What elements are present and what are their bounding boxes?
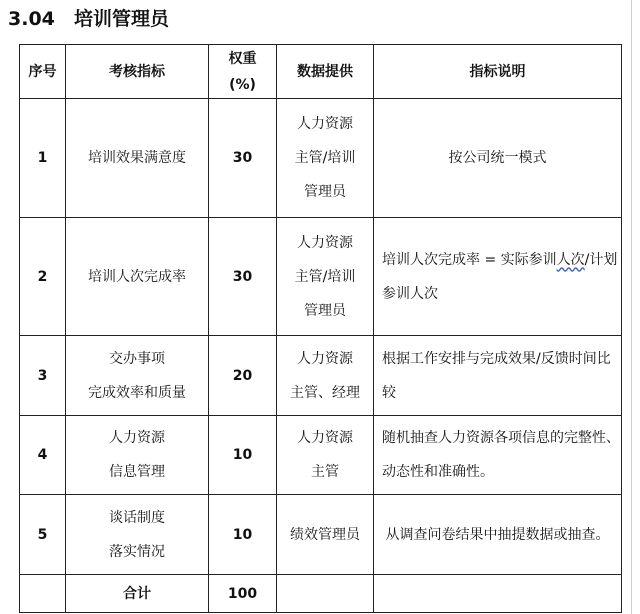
source-line: 主管、经理 bbox=[290, 384, 360, 401]
row-source bbox=[277, 99, 374, 218]
source-line: 管理员 bbox=[304, 302, 346, 319]
description-line: 随机抽查人力资源各项信息的完整性、 bbox=[382, 430, 620, 446]
spellcheck-underlined-text: 人次 bbox=[556, 251, 585, 268]
row-index: 3 bbox=[20, 336, 66, 416]
row-indicator bbox=[66, 99, 209, 218]
row-source bbox=[277, 495, 374, 575]
source-line: 主管/培训 bbox=[294, 268, 356, 285]
total-label: 合计 bbox=[66, 575, 209, 613]
row-source bbox=[277, 416, 374, 495]
description-line: 参训人次 bbox=[382, 285, 438, 302]
source-line: 人力资源 bbox=[297, 116, 353, 132]
row-weight: 10 bbox=[209, 495, 277, 575]
total-source-cell bbox=[277, 575, 374, 613]
header-index: 序号 bbox=[20, 45, 66, 99]
row-index: 2 bbox=[20, 218, 66, 336]
header-indicator: 考核指标 bbox=[66, 45, 209, 99]
table-total-row bbox=[20, 575, 622, 613]
table-row bbox=[20, 99, 622, 218]
kpi-table bbox=[19, 44, 622, 613]
total-weight: 100 bbox=[209, 575, 277, 613]
description-text: 培训人次完成率 = 实际参训 bbox=[382, 251, 557, 268]
row-weight: 20 bbox=[209, 336, 277, 416]
row-description bbox=[374, 218, 622, 336]
indicator-line: 交办事项 bbox=[109, 350, 165, 367]
row-description bbox=[374, 416, 622, 495]
table-row bbox=[20, 495, 622, 575]
indicator-line: 培训效果满意度 bbox=[88, 150, 186, 166]
row-weight: 30 bbox=[209, 218, 277, 336]
source-line: 主管 bbox=[311, 464, 339, 480]
description-line: 根据工作安排与完成效果/反馈时间比 bbox=[382, 350, 611, 367]
row-weight: 30 bbox=[209, 99, 277, 218]
header-weight bbox=[209, 45, 277, 99]
description-line: 较 bbox=[382, 384, 396, 401]
source-line: 人力资源 bbox=[297, 234, 353, 251]
source-line: 人力资源 bbox=[297, 350, 353, 367]
indicator-line: 落实情况 bbox=[109, 543, 165, 560]
description-line bbox=[382, 243, 618, 277]
row-index: 4 bbox=[20, 416, 66, 495]
indicator-line: 完成效率和质量 bbox=[88, 384, 186, 401]
description-line: 动态性和准确性。 bbox=[382, 464, 494, 480]
row-indicator bbox=[66, 416, 209, 495]
indicator-line: 谈话制度 bbox=[109, 509, 165, 526]
row-description bbox=[374, 495, 622, 575]
header-source: 数据提供 bbox=[277, 45, 374, 99]
row-indicator bbox=[66, 218, 209, 336]
row-source bbox=[277, 336, 374, 416]
table-row bbox=[20, 416, 622, 495]
table-row bbox=[20, 336, 622, 416]
indicator-line: 人力资源 bbox=[109, 430, 165, 446]
source-line: 主管/培训 bbox=[294, 150, 356, 166]
source-line: 绩效管理员 bbox=[290, 526, 360, 543]
source-line: 管理员 bbox=[304, 184, 346, 200]
table-header-row bbox=[20, 45, 622, 99]
header-weight-line1: 权重 bbox=[228, 50, 257, 67]
row-indicator bbox=[66, 495, 209, 575]
section-heading bbox=[8, 4, 169, 34]
source-line: 人力资源 bbox=[297, 430, 353, 446]
row-indicator bbox=[66, 336, 209, 416]
indicator-line: 信息管理 bbox=[109, 464, 165, 480]
description-text: /计划 bbox=[584, 251, 618, 268]
total-description-cell bbox=[374, 575, 622, 613]
page-edge-divider bbox=[631, 0, 632, 614]
header-weight-line2: (%) bbox=[229, 76, 256, 93]
row-source bbox=[277, 218, 374, 336]
row-description bbox=[374, 99, 622, 218]
total-index-cell bbox=[20, 575, 66, 613]
description-line: 按公司统一模式 bbox=[448, 150, 547, 166]
table-row bbox=[20, 218, 622, 336]
section-number: 3.04 bbox=[8, 8, 55, 30]
row-description bbox=[374, 336, 622, 416]
row-index: 5 bbox=[20, 495, 66, 575]
row-weight: 10 bbox=[209, 416, 277, 495]
section-title: 培训管理员 bbox=[74, 8, 170, 30]
row-index: 1 bbox=[20, 99, 66, 218]
description-line: 从调查问卷结果中抽提数据或抽查。 bbox=[385, 526, 610, 543]
header-description: 指标说明 bbox=[374, 45, 622, 99]
indicator-line: 培训人次完成率 bbox=[88, 268, 186, 285]
